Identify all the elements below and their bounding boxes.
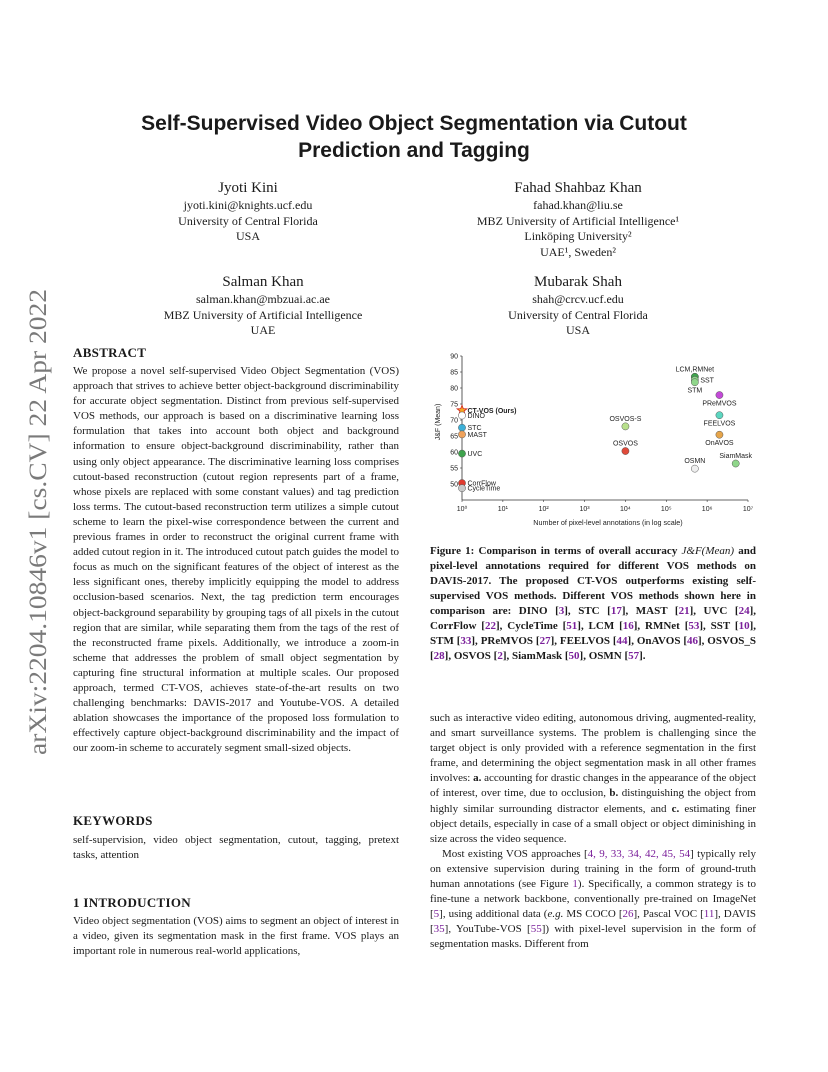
citation-link[interactable]: 16 <box>622 620 634 632</box>
point-cycletime-label: CycleTime <box>467 485 501 493</box>
label-separator: , <box>690 366 693 374</box>
text-run: and pixel-level annotations required for different VOS methods on DAVIS-2017. The proposed CT-VOS outperforms existing self-supervised VOS methods. Different VOS methods shown here in comparison are: DINO [ <box>430 545 756 617</box>
author-email: shah@crcv.ucf.edu <box>532 292 624 306</box>
point-feelvos-label: FEELVOS <box>703 420 736 428</box>
text-run: ], using additional data ( <box>439 908 548 921</box>
chart-points <box>457 366 752 492</box>
citation-link[interactable]: 50 <box>568 650 580 662</box>
citation-link[interactable]: 21 <box>678 605 690 617</box>
point-mast-label: MAST <box>467 431 487 439</box>
author-affiliation: MBZ University of Artificial Intelligence <box>163 307 363 322</box>
math-expression: J&F(Mean) <box>681 545 735 557</box>
keywords-body <box>73 833 399 863</box>
text-run: ], RMNet [ <box>633 620 689 632</box>
author-block-1 <box>128 178 368 245</box>
text-run: ], MAST [ <box>621 605 679 617</box>
text-run: accounting for drastic changes in the appearance of the object of interest, over time, due to occlusion, <box>430 772 756 800</box>
x-tick-label: 10⁴ <box>620 506 631 513</box>
point-osvos-s-label: OSVOS-S <box>609 415 642 423</box>
author-block-3 <box>118 272 408 339</box>
y-tick-label: 90 <box>450 353 458 361</box>
text-run: ], OSVOS_S [ <box>430 635 756 662</box>
text-run: ], SST [ <box>699 620 739 632</box>
text-run: e.g. <box>547 908 564 921</box>
y-tick-label: 60 <box>450 449 458 457</box>
point-onavos-marker <box>716 431 723 438</box>
y-tick-label: 70 <box>450 417 458 425</box>
keywords-heading: KEYWORDS <box>73 813 153 828</box>
point-corrflow-label: CorrFlow <box>467 480 496 488</box>
text-run: distinguishing the object from highly similar surrounding distractor elements, and <box>430 787 756 815</box>
citation-link[interactable]: 3 <box>558 605 565 617</box>
text-run: ], OSMN [ <box>579 650 629 662</box>
text-run: ], OSVOS [ <box>444 650 498 662</box>
y-tick-label: 75 <box>450 401 458 409</box>
point-premvos-marker <box>716 391 723 398</box>
x-tick-label: 10³ <box>579 506 590 513</box>
introduction-heading: 1 INTRODUCTION <box>73 895 191 910</box>
y-tick-label: 50 <box>450 481 458 489</box>
citation-link[interactable]: 10 <box>738 620 750 632</box>
citation-link[interactable]: 1 <box>572 878 578 891</box>
text-run: such as interactive video editing, autonomous driving, augmented-reality, and smart surveillance systems. The problem is challenging since the target object is only provided with a reference segmentation in the first frame, and determining the object segmentation mask in all other frames involves: <box>430 712 756 785</box>
point-lcm-label-text: LCM <box>675 366 691 374</box>
chart-x-axis-label: Number of pixel-level annotations (in log scale) <box>533 518 683 527</box>
point-siammask-marker <box>732 460 739 467</box>
point-rmnet-label-text: RMNet <box>692 366 715 374</box>
text-run: MS COCO [ <box>563 908 623 921</box>
citation-link[interactable]: 28 <box>433 650 445 662</box>
citation-link[interactable]: 4, 9, 33, 34, 42, 45, 54 <box>587 847 691 860</box>
y-tick-label: 65 <box>450 433 458 441</box>
citation-link[interactable]: 27 <box>539 635 551 647</box>
author-affiliation: University of Central Florida <box>178 213 318 228</box>
figure-1-chart <box>430 350 760 528</box>
text-run: ], Pascal VOC [ <box>633 908 704 921</box>
x-tick-label: 10⁶ <box>701 506 713 513</box>
point-ct-vos-ours-label: CT-VOS (Ours) <box>467 407 517 415</box>
citation-link[interactable]: 57 <box>628 650 640 662</box>
text-run: ). Specifically, a common strategy is to fine-tune a network backbone, conventionally pre-trained on ImageNet [ <box>430 878 756 921</box>
introduction-paragraph-2 <box>430 847 756 953</box>
point-osvos-label: OSVOS <box>612 440 638 448</box>
author-block-2 <box>430 178 726 260</box>
point-osvos-s-marker <box>622 423 629 430</box>
citation-link[interactable]: 5 <box>433 908 440 921</box>
text-run: ], CorrFlow [ <box>430 605 756 632</box>
citation-link[interactable]: 22 <box>484 620 496 632</box>
point-dino-marker <box>458 412 465 419</box>
author-name: Salman Khan <box>222 274 304 290</box>
author-email: salman.khan@mbzuai.ac.ae <box>196 292 330 306</box>
text-run: ], PReMVOS [ <box>471 635 540 647</box>
text-run: Figure 1: Comparison in terms of overall accuracy <box>430 545 682 557</box>
text-run: ], YouTube-VOS [ <box>444 923 531 936</box>
point-cycletime-marker <box>458 485 465 492</box>
citation-link[interactable]: 53 <box>688 620 700 632</box>
arxiv-stamp-text: arXiv:2204.10846v1 [cs.CV] 22 Apr 2022 <box>25 331 52 755</box>
text-run: ], STM [ <box>430 620 756 647</box>
introduction-left-text: Video object segmentation (VOS) aims to segment an object of interest in a video, given its segmentation mask in the first frame. VOS plays an important role in numerous real-world applications, <box>73 915 399 958</box>
point-lcm-label <box>676 366 715 373</box>
point-osmn-label: OSMN <box>684 458 706 466</box>
author-country: UAE <box>250 323 276 337</box>
paper-title-line-2: Prediction and Tagging <box>298 139 530 162</box>
point-uvc-label: UVC <box>467 451 483 459</box>
chart-x-ticks <box>457 500 754 513</box>
point-osmn-marker <box>691 465 698 472</box>
text-run: ]) with pixel-level supervision in the form of segmentation masks. Different from <box>430 923 756 951</box>
citation-link[interactable]: 44 <box>616 635 628 647</box>
text-run: ], FEELVOS [ <box>550 635 617 647</box>
author-country: USA <box>565 323 590 337</box>
point-stc-label: STC <box>467 425 482 433</box>
point-stc-marker <box>458 424 465 431</box>
text-run: ], LCM [ <box>577 620 623 632</box>
citation-link[interactable]: 46 <box>687 635 698 647</box>
point-mast-marker <box>458 431 465 438</box>
author-affiliation: University of Central Florida <box>508 307 648 322</box>
author-name: Mubarak Shah <box>534 274 622 290</box>
citation-link[interactable]: 35 <box>433 923 445 936</box>
point-stm-label: STM <box>687 387 703 395</box>
x-tick-label: 10¹ <box>497 506 508 513</box>
point-premvos-label: PReMVOS <box>702 400 737 408</box>
author-name: Fahad Shahbaz Khan <box>514 180 642 196</box>
abstract-text: We propose a novel self-supervised Video Object Segmentation (VOS) approach that strives to achieve better object-background discriminability for accurate object segmentation. Distinct from previous self-supervised VOS methods, our approach is based on a discriminative learning loss formulation that takes into account both object and background information to ensure object-background discriminability, rather than using only object appearance. The discriminative learning loss comprises cutout-based reconstruction (cutout region represents part of a frame, whose pixels are replaced with some constant values) and tag prediction loss terms. The cutout-based reconstruction term utilizes a simple cutout scheme to learn the pixel-wise correspondence between the current and previous frames in order to reconstruct the original current frame with added cutout region in it. The introduced cutout patch guides the model to focus as much on the significant features of the object of interest as the less significant ones, thereby implicitly equipping the model to address occlusion-based scenarios. Next, the tag prediction term encourages object-background separability by grouping tags of all pixels in the cutout region that are similar, while separating them from the tags of the rest of the reconstructed frame pixels. Additionally, we introduce a zoom-in scheme that addresses the problem of small object segmentation by capturing fine structural information at multiple scales. Our proposed approach, termed CT-VOS, achieves state-of-the-art results on two challenging benchmarks: DAVIS-2017 and Youtube-VOS. A detailed ablation showcases the importance of the proposed loss formulation to effectively capture object-background discriminability and the impact of our zoom-in scheme to accurately segment small-sized objects. <box>73 365 399 755</box>
chart-y-axis-label: J&F (Mean) <box>435 403 442 441</box>
abstract-body <box>73 364 399 756</box>
text-run: ], SiamMask [ <box>502 650 569 662</box>
point-sst-label: SST <box>700 377 714 385</box>
point-osvos-marker <box>622 447 629 454</box>
citation-link[interactable]: 51 <box>566 620 578 632</box>
paper-title <box>80 110 748 164</box>
abstract-heading: ABSTRACT <box>73 345 147 360</box>
author-email: fahad.khan@liu.se <box>533 198 623 212</box>
keywords-text: self-supervision, video object segmentation, cutout, tagging, pretext tasks, attention <box>73 834 399 862</box>
citation-link[interactable]: 33 <box>460 635 472 647</box>
citation-link[interactable]: 2 <box>497 650 503 662</box>
author-country: UAE¹, Sweden² <box>540 244 616 259</box>
text-run: estimating finer object details, especially in case of a small object or object diminishing in size across the video sequence. <box>430 802 756 845</box>
y-tick-label: 85 <box>450 369 458 377</box>
citation-link[interactable]: 55 <box>530 923 542 936</box>
paper-title-line-1: Self-Supervised Video Object Segmentation via Cutout <box>141 112 687 135</box>
point-onavos-label: OnAVOS <box>705 440 734 448</box>
author-block-4 <box>440 272 716 339</box>
text-run: c. <box>671 802 680 815</box>
citation-link[interactable]: 26 <box>622 908 634 921</box>
point-siammask-label: SiamMask <box>719 453 753 461</box>
x-tick-label: 10² <box>538 506 549 513</box>
text-run: ], STC [ <box>564 605 611 617</box>
x-tick-label: 10⁷ <box>742 506 754 513</box>
text-run: ], UVC [ <box>689 605 739 617</box>
introduction-left-body <box>73 914 399 959</box>
citation-link[interactable]: 24 <box>738 605 750 617</box>
author-email: jyoti.kini@knights.ucf.edu <box>183 198 313 212</box>
citation-link[interactable]: 11 <box>703 908 715 921</box>
y-tick-label: 55 <box>450 465 458 473</box>
point-uvc-marker <box>458 450 465 457</box>
figure-1-caption <box>430 544 756 664</box>
chart-y-ticks <box>450 354 462 489</box>
text-run: Most existing VOS approaches [ <box>442 847 588 860</box>
x-tick-label: 10⁵ <box>660 506 672 513</box>
author-affiliation: Linköping University² <box>524 229 632 243</box>
text-run: ]. <box>639 650 646 662</box>
arxiv-stamp <box>16 287 56 755</box>
author-country: USA <box>235 229 260 243</box>
text-run: a. <box>473 772 482 785</box>
text-run: ] typically rely on extensive supervision during training in the form of ground-truth human annotations (see Figure <box>430 847 756 891</box>
point-stm-marker <box>691 379 698 386</box>
text-run: ], DAVIS [ <box>430 908 756 936</box>
author-affiliation: MBZ University of Artificial Intelligence¹ <box>476 213 680 228</box>
text-run: ], OnAVOS [ <box>627 635 687 647</box>
author-name: Jyoti Kini <box>218 180 278 196</box>
introduction-right-body <box>430 711 756 953</box>
y-tick-label: 80 <box>450 385 458 393</box>
text-run: ], CycleTime [ <box>495 620 567 632</box>
citation-link[interactable]: 17 <box>610 605 622 617</box>
point-feelvos-marker <box>716 412 723 419</box>
x-tick-label: 10⁰ <box>456 506 468 513</box>
point-dino-label: DINO <box>467 413 485 421</box>
introduction-paragraph-1 <box>430 711 756 847</box>
text-run: b. <box>609 787 619 800</box>
